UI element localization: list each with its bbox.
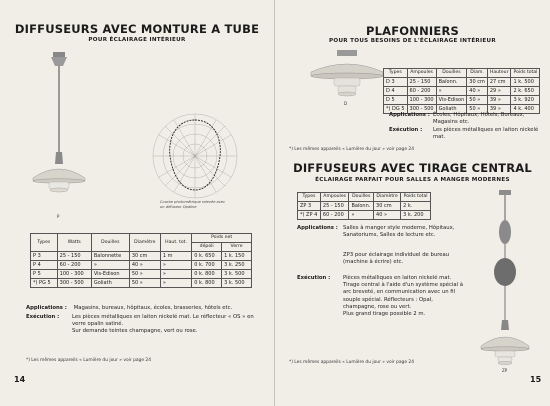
section-title-tirage: DIFFUSEURS AVEC TIRAGE CENTRAL <box>293 161 532 175</box>
table-row <box>31 270 252 279</box>
col-header: Diamètre <box>129 234 160 252</box>
footnote: *) Les mêmes appareils « Lumière du jour » voir page 24 <box>289 147 415 152</box>
page-subtitle: POUR ÉCLAIRAGE INTÉRIEUR <box>88 37 186 43</box>
table-cell: D 4 <box>384 87 408 96</box>
table-cell: 50 » <box>129 279 160 288</box>
col-header: Douilles <box>436 69 467 78</box>
table-cell: Vis-Edison <box>436 96 467 105</box>
table-cell: 3 k. 200 <box>401 211 431 220</box>
table-row <box>298 211 431 220</box>
col-header: Types <box>298 193 321 202</box>
tirage-execution <box>297 275 467 318</box>
col-header: Douilles <box>349 193 374 202</box>
applications-label: Applications : <box>389 112 430 118</box>
table-cell: D 3 <box>384 78 408 87</box>
table-cell: 39 » <box>487 96 511 105</box>
applications-label: Applications : <box>297 225 338 231</box>
table-cell: 27 cm <box>487 78 511 87</box>
execution-label: Exécution : <box>297 275 331 281</box>
execution-text: Pièces métalliques en laiton nickelé mat. Tirage central à l'aide d'un système spécial à arc breveté, en communication avec un fil souple spécial. Réflecteurs : Opal, champagne, rose ou vert. <box>343 275 464 310</box>
applications-text: Salles à manger style moderne, Hôpitaux, Sanatoriums, Salles de lecture etc. <box>343 225 455 239</box>
table-cell: 25 - 150 <box>57 252 91 261</box>
table-cell: » <box>160 270 191 279</box>
table-cell: Goliath <box>436 105 467 114</box>
table-cell: 40 » <box>129 261 160 270</box>
applications-block <box>26 305 258 312</box>
table-cell: 100 - 300 <box>57 270 91 279</box>
execution-text: Les pièces métalliques en laiton nickelé mat. <box>433 127 539 141</box>
table-row <box>31 261 252 270</box>
execution-block <box>26 314 258 336</box>
table-cell: Baïonn. <box>349 202 374 211</box>
table-cell: 30 cm <box>129 252 160 261</box>
table-cell: 39 » <box>487 105 511 114</box>
col-header: Watts <box>57 234 91 252</box>
page-number: 14 <box>14 375 26 384</box>
table-cell: 0 k. 800 <box>192 270 222 279</box>
table-cell: 3 k. 500 <box>222 270 252 279</box>
table-cell: 30 cm <box>467 78 488 87</box>
table-cell: 300 - 500 <box>407 105 436 114</box>
table-cell: 30 cm <box>374 202 401 211</box>
table-cell: 2 k. 650 <box>511 87 540 96</box>
table-cell: 3 k. 500 <box>222 279 252 288</box>
pulldown-lamp-illustration <box>475 190 535 380</box>
table-cell: P 3 <box>31 252 58 261</box>
col-header: Douilles <box>91 234 129 252</box>
table-cell: 50 » <box>467 105 488 114</box>
table-cell: 1 k. 150 <box>222 252 252 261</box>
table-cell: 29 » <box>487 87 511 96</box>
applications-text: Écoles, Hôpitaux, Hôtels, Bureaux, Magasins etc. <box>433 112 525 126</box>
lamp-label-zp: ZP <box>502 368 508 373</box>
execution-text-group <box>343 275 467 318</box>
col-header: Ampoules <box>407 69 436 78</box>
table-cell: 60 - 200 <box>57 261 91 270</box>
table-cell: 25 - 150 <box>407 78 436 87</box>
col-subheader: Verre <box>222 243 252 252</box>
col-subheader: dépoli <box>192 243 222 252</box>
page-number: 15 <box>530 375 542 384</box>
section-subtitle-tirage: ÉCLAIRAGE PARFAIT POUR SALLES A MANGER MODERNES <box>315 177 510 183</box>
execution-label: Exécution : <box>389 127 423 133</box>
page-title: DIFFUSEURS AVEC MONTURE A TUBE <box>14 22 260 36</box>
tirage-applications <box>297 225 467 239</box>
table-cell: 0 k. 700 <box>192 261 222 270</box>
table-cell: 300 - 500 <box>57 279 91 288</box>
footnote: *) Les mêmes appareils « Lumière du jour » voir page 24 <box>289 360 415 365</box>
col-header: Poids total <box>401 193 431 202</box>
table-cell: » <box>91 261 129 270</box>
table-row <box>31 252 252 261</box>
plafonniers-execution <box>389 127 539 141</box>
table-cell: *) PG 5 <box>31 279 58 288</box>
col-header: Poids net <box>192 234 252 243</box>
table-cell: Baïonn. <box>436 78 467 87</box>
ceiling-lamp-illustration <box>307 50 387 108</box>
table-row <box>31 279 252 288</box>
table-cell: 50 » <box>467 96 488 105</box>
execution-text-group <box>72 314 258 336</box>
table-row <box>384 96 540 105</box>
right-page <box>275 0 550 406</box>
lamp-label-d: D <box>344 101 348 106</box>
execution-label: Exécution : <box>26 314 60 320</box>
table-row <box>384 87 540 96</box>
applications-label: Applications : <box>26 305 67 311</box>
polar-caption-line-2: un diffuseur Opaline <box>160 204 197 209</box>
polar-caption-line-1: Courbe photométrique relevée avec <box>160 200 226 204</box>
table-cell: » <box>160 279 191 288</box>
table-cell: 100 - 300 <box>407 96 436 105</box>
execution-extra: Plus grand tirage possible 2 m. <box>343 311 426 318</box>
plafonniers-applications <box>389 112 539 126</box>
table-cell: D 5 <box>384 96 408 105</box>
zp3-note: ZP3 pour éclairage individuel de bureau (machine à écrire) etc. <box>343 252 450 266</box>
table-cell: *) ZP 4 <box>298 211 321 220</box>
table-cell: 1 k. 500 <box>511 78 540 87</box>
col-header: Types <box>384 69 408 78</box>
col-header: Types <box>31 234 58 252</box>
table-cell: 3 k. 250 <box>222 261 252 270</box>
table-cell: P 4 <box>31 261 58 270</box>
col-header: Diam. <box>467 69 488 78</box>
polar-caption <box>160 200 225 209</box>
table-cell: 4 k. 400 <box>511 105 540 114</box>
section-title-plafonniers: PLAFONNIERS <box>365 24 459 38</box>
table-row <box>384 78 540 87</box>
col-header: Poids total <box>511 69 540 78</box>
col-header: Hauteur <box>487 69 511 78</box>
col-header: Haut. tot. <box>160 234 191 252</box>
execution-extra: Sur demande teintes champagne, vert ou rose. <box>72 328 198 335</box>
table-cell: 40 » <box>467 87 488 96</box>
table-cell: 2 k. <box>401 202 431 211</box>
table-cell: 25 - 150 <box>320 202 349 211</box>
table-cell: P 5 <box>31 270 58 279</box>
lamp-label: P <box>57 214 60 219</box>
table-cell: 40 » <box>374 211 401 220</box>
table-cell: 0 k. 800 <box>192 279 222 288</box>
table-cell: *) DG 5 <box>384 105 408 114</box>
table-cell: Goliath <box>91 279 129 288</box>
table-cell: Baïonnette <box>91 252 129 261</box>
execution-text: Les pièces métalliques en laiton nickelé mat. Le réflecteur « OS » en verre opalin satiné. <box>72 314 254 328</box>
table-cell: » <box>349 211 374 220</box>
table-row <box>298 202 431 211</box>
table-cell: 60 - 200 <box>320 211 349 220</box>
pendant-lamp-illustration <box>25 52 95 212</box>
table-cell: » <box>436 87 467 96</box>
table-cell: 1 m <box>160 252 191 261</box>
tirage-table <box>297 192 431 220</box>
table-cell: 50 » <box>129 270 160 279</box>
table-cell: 3 k. 920 <box>511 96 540 105</box>
footnote: *) Les mêmes appareils « Lumière du jour » voir page 24 <box>26 358 152 363</box>
spec-table <box>30 233 252 288</box>
table-cell: Vis-Edison <box>91 270 129 279</box>
plafonniers-table <box>383 68 540 114</box>
col-header: Ampoules <box>320 193 349 202</box>
polar-diagram <box>140 110 250 202</box>
section-subtitle-plafonniers: POUR TOUS BESOINS DE L'ÉCLAIRAGE INTÉRIEUR <box>329 38 496 44</box>
table-cell: ZP 3 <box>298 202 321 211</box>
table-cell: 0 k. 650 <box>192 252 222 261</box>
applications-text: Magasins, bureaux, hôpitaux, écoles, brasseries, hôtels etc. <box>73 305 233 311</box>
table-cell: 60 - 200 <box>407 87 436 96</box>
col-header: Diamètre <box>374 193 401 202</box>
table-cell: » <box>160 261 191 270</box>
